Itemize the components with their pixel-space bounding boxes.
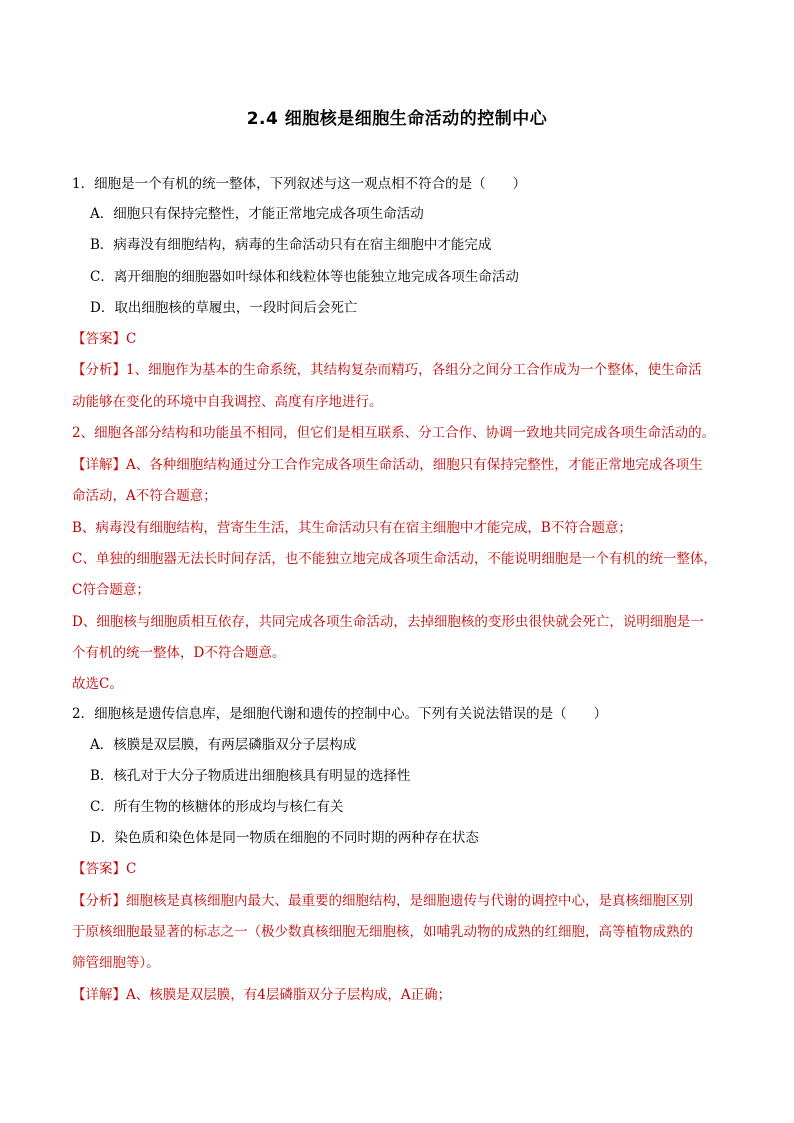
page-title: 2.4 细胞核是细胞生命活动的控制中心 — [246, 109, 548, 129]
question-1-detail-line: C符合题意； — [72, 582, 150, 598]
question-2-answer — [72, 859, 724, 879]
question-1-conclusion: 故选C。 — [72, 676, 123, 692]
question-2-analysis-line: 筛管细胞等）。 — [72, 955, 160, 971]
question-1-detail-line — [72, 455, 724, 475]
question-1-detail-line: 命活动，A不符合题意； — [72, 488, 217, 504]
question-1-analysis-line: 动能够在变化的环境中自我调控、高度有序地进行。 — [72, 394, 383, 410]
detail-text: A、核膜是双层膜，有4层磷脂双分子层构成，A正确； — [126, 987, 452, 1003]
question-1-answer — [72, 329, 724, 349]
detail-tag: 【详解】 — [72, 457, 126, 473]
question-2-analysis-line — [72, 891, 724, 911]
question-2-detail-line — [72, 985, 724, 1005]
answer-value: C — [126, 861, 137, 877]
question-1-analysis-line — [72, 360, 724, 380]
detail-text: A、各种细胞结构通过分工合作完成各项生命活动，细胞只有保持完整性，才能正常地完成各项生 — [126, 457, 703, 473]
question-2-option-c: C．所有生物的核糖体的形成均与核仁有关 — [90, 799, 344, 815]
analysis-text: 1、细胞作为基本的生命系统，其结构复杂而精巧，各组分之间分工合作成为一个整体，使生命活 — [126, 362, 702, 378]
question-2-stem: 2．细胞核是遗传信息库，是细胞代谢和遗传的控制中心。下列有关说法错误的是（ ） — [72, 706, 608, 722]
question-1-option-c: C．离开细胞的细胞器如叶绿体和线粒体等也能独立地完成各项生命活动 — [90, 269, 519, 285]
question-2-option-b: B．核孔对于大分子物质进出细胞核具有明显的选择性 — [90, 768, 411, 784]
question-1-detail-line: B、病毒没有细胞结构，营寄生生活，其生命活动只有在宿主细胞中才能完成，B不符合题意； — [72, 520, 632, 536]
question-1-stem: 1．细胞是一个有机的统一整体，下列叙述与这一观点相不符合的是（ ） — [72, 176, 527, 192]
answer-tag: 【答案】 — [72, 331, 126, 347]
question-2-option-a: A．核膜是双层膜，有两层磷脂双分子层构成 — [90, 737, 357, 753]
answer-value: C — [126, 331, 137, 347]
question-1-analysis-line: 2、细胞各部分结构和功能虽不相同，但它们是相互联系、分工合作、协调一致地共同完成各项生命活动的。 — [72, 425, 716, 441]
question-1-detail-line: C、单独的细胞器无法长时间存活，也不能独立地完成各项生命活动，不能说明细胞是一个有机的统一整体， — [72, 551, 717, 567]
question-1-option-b: B．病毒没有细胞结构，病毒的生命活动只有在宿主细胞中才能完成 — [90, 237, 492, 253]
question-2-option-d: D．染色质和染色体是同一物质在细胞的不同时期的两种存在状态 — [90, 830, 479, 846]
question-1-option-a: A．细胞只有保持完整性，才能正常地完成各项生命活动 — [90, 206, 424, 222]
detail-tag: 【详解】 — [72, 987, 126, 1003]
question-1-option-d: D．取出细胞核的草履虫，一段时间后会死亡 — [90, 300, 358, 316]
question-2-analysis-line: 于原核细胞最显著的标志之一（极少数真核细胞无细胞核，如哺乳动物的成熟的红细胞，高等植物成熟的 — [72, 924, 693, 940]
analysis-tag: 【分析】 — [72, 362, 126, 378]
question-1-detail-line: D、细胞核与细胞质相互依存，共同完成各项生命活动，去掉细胞核的变形虫很快就会死亡，说明细胞是一 — [72, 614, 704, 630]
answer-tag: 【答案】 — [72, 861, 126, 877]
question-1-detail-line: 个有机的统一整体，D不符合题意。 — [72, 645, 286, 661]
analysis-text: 细胞核是真核细胞内最大、最重要的细胞结构，是细胞遗传与代谢的调控中心，是真核细胞区别 — [126, 893, 693, 909]
analysis-tag: 【分析】 — [72, 893, 126, 909]
